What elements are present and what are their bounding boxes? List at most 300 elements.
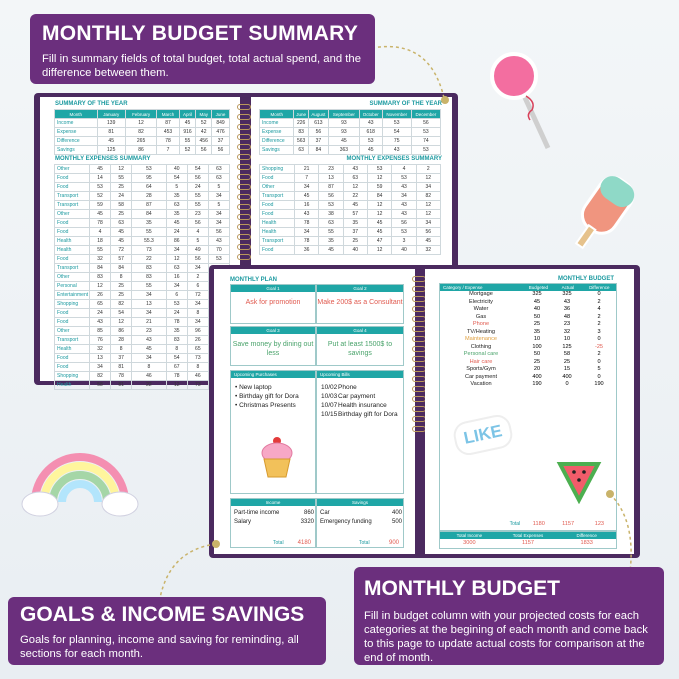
left-expenses-cell: 8 [132,363,167,372]
budget-row [440,321,616,329]
left-expenses-cell: 34 [187,264,208,273]
left-expenses-row-label: Other [55,273,90,282]
right-expenses-row [260,165,441,174]
budget-footer-header-cell: Total Expenses [512,533,544,538]
savings-total: 900 [388,540,399,546]
right-expenses-table [259,164,441,255]
left-summary-cell: 37 [212,137,230,146]
left-expenses-cell: 53 [132,165,167,174]
right-expenses-row-label: Health [260,219,295,228]
right-summary-cell: 53 [359,137,382,146]
left-expenses-row [55,309,230,318]
budget-difference: 5 [597,366,601,372]
left-expenses-row [55,336,230,345]
right-expenses-cell: 37 [343,228,367,237]
left-expenses-row [55,237,230,246]
left-expenses-cell: 59 [90,201,111,210]
savings-item [320,509,402,518]
spiral-ring [237,154,251,160]
left-expenses-cell: 23 [132,327,167,336]
arrow-goals [150,540,220,600]
budget-footer-header-cell: Total Income [456,533,483,538]
left-summary-cell: 86 [125,146,157,155]
left-summary-row [55,128,230,137]
budget-actual: 43 [563,298,571,305]
left-summary-cell: 849 [212,119,230,128]
budget-category: Sports/Gym [466,366,496,372]
left-expenses-cell: 22 [132,381,167,390]
left-expenses-cell: 6 [166,291,187,300]
right-expenses-cell: 40 [343,246,367,255]
left-expenses-cell: 4 [187,228,208,237]
left-summary-row-label: Income [55,119,98,128]
right-expenses-title: MONTHLY EXPENSES SUMMARY [346,156,442,162]
right-summary-cell: 74 [411,137,440,146]
left-expenses-cell: 45 [166,219,187,228]
right-expenses-cell: 3 [392,237,416,246]
savings-value: 400 [391,510,402,516]
left-expenses-cell: 25 [111,210,132,219]
left-expenses-cell: 25 [111,291,132,300]
left-expenses-row-label: Transport [55,201,90,210]
left-expenses-cell: 34 [187,300,208,309]
budget-difference: 4 [597,306,601,312]
left-expenses-row [55,282,230,291]
left-expenses-row-label: Food [55,219,90,228]
budget-category: Phone [472,321,490,327]
goal-1-box [230,284,316,324]
left-expenses-cell: 13 [90,354,111,363]
left-expenses-row [55,264,230,273]
left-expenses-row-label: Food [55,309,90,318]
budget-difference: 2 [597,321,601,327]
left-summary-cell: 87 [157,119,179,128]
right-expenses-cell: 34 [416,183,440,192]
left-expenses-cell: 73 [132,246,167,255]
goal-1-text: Ask for promotion [245,299,301,306]
right-expenses-cell: 57 [343,210,367,219]
right-expenses-cell: 56 [319,192,343,201]
right-expenses-row-label: Transport [260,237,295,246]
left-expenses-cell: 21 [132,318,167,327]
right-expenses-row-label: Food [260,201,295,210]
budget-category: Personal care [463,351,499,357]
income-item [234,518,314,527]
right-summary-cell: 53 [411,128,440,137]
budget-budgeted: 10 [533,336,541,342]
income-item [234,509,314,518]
spiral-ring [412,286,426,292]
right-expenses-cell: 34 [295,183,319,192]
right-summary-cell: 45 [328,137,359,146]
right-expenses-cell: 53 [367,165,391,174]
right-expenses-cell: 13 [319,174,343,183]
budget-actual: 36 [563,306,571,312]
left-summary-cell: 56 [212,146,230,155]
left-expenses-cell: 53 [166,300,187,309]
right-expenses-cell: 12 [343,183,367,192]
spiral-ring [412,416,426,422]
left-summary-cell: 81 [97,128,125,137]
budget-actual: 58 [563,351,571,357]
left-summary-cell: 82 [125,128,157,137]
left-expenses-row-label: Shopping [55,300,90,309]
left-expenses-cell: 35 [166,210,187,219]
goal-1-header: Goal 1 [231,285,315,292]
left-summary-cell: 45 [179,119,196,128]
savings-box [316,498,404,548]
left-expenses-cell: 78 [111,372,132,381]
spiral-ring [412,386,426,392]
right-expenses-cell: 34 [295,228,319,237]
left-expenses-cell: 8 [187,309,208,318]
right-expenses-cell: 23 [319,165,343,174]
income-name: Salary [234,519,252,525]
left-expenses-cell: 37 [111,354,132,363]
budget-category: Maintenance [464,336,498,342]
right-summary-header-cell: December [411,110,440,119]
left-expenses-row-label: Transport [55,264,90,273]
left-expenses-table [54,164,230,390]
left-summary-cell: 52 [196,119,212,128]
rainbow-sticker [20,440,140,520]
right-expenses-cell: 12 [367,246,391,255]
left-expenses-cell: 18 [90,237,111,246]
left-expenses-cell: 24 [166,309,187,318]
spiral-ring [412,366,426,372]
left-expenses-cell: 40 [166,165,187,174]
summary-spiral-binding [237,104,251,264]
watermelon-sticker [556,458,602,504]
right-expenses-row [260,210,441,219]
left-expenses-cell: 81 [111,381,132,390]
budget-actual: 23 [563,321,571,327]
arrow-budget [600,490,650,575]
bill-item [321,383,403,392]
budget-budgeted: 400 [532,373,542,380]
right-summary-row-label: Difference [260,137,294,146]
budget-difference: 0 [597,373,601,380]
budget-row [440,291,616,299]
right-expenses-row-label: Food [260,174,295,183]
budget-budgeted: 50 [533,351,541,357]
left-expenses-cell: 49 [187,246,208,255]
right-summary-cell: 45 [359,146,382,155]
budget-category: TV/Heating [467,328,495,335]
left-summary-cell: 56 [196,146,212,155]
spiral-ring [237,184,251,190]
budget-difference: -25 [594,343,604,350]
left-expenses-row [55,372,230,381]
right-summary-cell: 83 [294,128,308,137]
left-expenses-cell: 46 [132,372,167,381]
right-expenses-cell: 12 [416,174,440,183]
left-expenses-row [55,246,230,255]
left-expenses-cell: 81 [111,363,132,372]
right-expenses-row-label: Food [260,246,295,255]
left-expenses-cell: 35 [166,327,187,336]
left-expenses-row-label: Shopping [55,372,90,381]
spiral-ring [237,164,251,170]
right-summary-cell: 84 [308,146,328,155]
right-expenses-row [260,219,441,228]
right-summary-cell: 226 [294,119,308,128]
spiral-ring [237,214,251,220]
upcoming-bills-header: Upcoming Bills [317,371,403,378]
left-expenses-cell: 84 [90,264,111,273]
budget-row [440,336,616,344]
right-expenses-cell: 45 [416,237,440,246]
right-summary-cell: 75 [382,137,411,146]
budget-difference: 0 [597,291,601,297]
left-expenses-cell: 84 [132,210,167,219]
left-expenses-row-label: Food [55,363,90,372]
spiral-ring [237,244,251,250]
left-expenses-cell: 55 [132,228,167,237]
right-expenses-cell: 45 [319,246,343,255]
left-expenses-row [55,174,230,183]
budget-category: Hair care [469,358,493,365]
left-expenses-cell: 73 [187,354,208,363]
right-expenses-cell: 12 [416,201,440,210]
savings-total-label: Total [359,540,370,546]
left-expenses-cell: 63 [208,165,229,174]
budget-budgeted: 25 [533,358,541,365]
budget-row [440,381,616,389]
left-expenses-row-label: Other [55,327,90,336]
purchase-item: • Christmas Presents [235,402,296,409]
left-expenses-cell: 70 [208,246,229,255]
left-expenses-cell: 34 [90,363,111,372]
goals-callout [8,597,326,665]
left-expenses-cell: 35 [132,219,167,228]
left-summary-header-cell: May [196,110,212,119]
goal-3-header: Goal 3 [231,327,315,334]
right-expenses-cell: 45 [343,201,367,210]
left-expenses-cell: 82 [90,372,111,381]
budget-footer-value: 3000 [463,540,476,546]
right-summary-cell: 613 [308,119,328,128]
budget-actual: 125 [562,343,572,350]
spiral-ring [412,306,426,312]
left-expenses-cell: 57 [111,255,132,264]
left-expenses-cell: 23 [187,210,208,219]
budget-budgeted: 40 [533,306,541,312]
right-expenses-cell: 12 [367,210,391,219]
goal-3-box [230,326,316,366]
left-expenses-cell: 78 [166,318,187,327]
left-expenses-cell: 2 [187,273,208,282]
right-expenses-cell: 7 [295,174,319,183]
budget-row [440,314,616,322]
left-expenses-cell: 5 [166,183,187,192]
budget-difference: 2 [597,298,601,305]
right-expenses-cell: 12 [367,174,391,183]
right-expenses-row [260,228,441,237]
left-expenses-cell: 56 [187,255,208,264]
left-expenses-cell: 83 [132,273,167,282]
goals-callout-title: GOALS & INCOME SAVINGS [20,603,305,626]
upcoming-purchases-box [230,370,316,494]
left-expenses-cell: 35 [166,192,187,201]
summary-callout-title: MONTHLY BUDGET SUMMARY [42,22,359,45]
left-expenses-cell: 63 [111,219,132,228]
right-expenses-row [260,237,441,246]
right-expenses-cell: 84 [367,192,391,201]
right-summary-header-cell: September [328,110,359,119]
right-summary-cell: 363 [328,146,359,155]
left-expenses-cell: 8 [111,273,132,282]
spiral-ring [237,134,251,140]
left-expenses-cell: 54 [166,354,187,363]
spiral-ring [412,326,426,332]
right-summary-header-cell: August [308,110,328,119]
left-summary-cell: 916 [179,128,196,137]
right-summary-cell: 63 [294,146,308,155]
right-summary-row-label: Savings [260,146,294,155]
budget-footer-value: 1833 [580,540,593,546]
right-expenses-cell: 4 [392,165,416,174]
monthly-plan-title: MONTHLY PLAN [230,277,278,283]
right-summary-row [260,137,441,146]
budget-total-actual: 1157 [562,520,575,527]
right-summary-cell: 618 [359,128,382,137]
left-expenses-cell: 56 [187,174,208,183]
left-expenses-row [55,318,230,327]
left-expenses-cell: 24 [166,228,187,237]
left-summary-cell: 139 [97,119,125,128]
left-summary-cell: 78 [157,137,179,146]
spiral-ring [237,174,251,180]
left-expenses-cell: 14 [90,174,111,183]
budget-header-cell: Category / Expense [443,285,483,290]
right-expenses-cell: 40 [392,246,416,255]
left-expenses-cell: 85 [90,327,111,336]
left-expenses-cell: 63 [166,264,187,273]
left-summary-header-row [55,110,230,119]
purchase-item: • New laptop [235,384,272,391]
right-summary-cell: 37 [308,137,328,146]
budget-table-header [440,284,616,291]
left-expenses-cell: 34 [208,210,229,219]
right-expenses-cell: 12 [367,201,391,210]
budget-category: Car payment [464,373,498,380]
left-expenses-row [55,300,230,309]
budget-row [440,366,616,374]
left-expenses-row-label: Entertainment [55,291,90,300]
left-expenses-cell: 8 [111,345,132,354]
savings-name: Emergency funding [320,519,372,525]
left-expenses-row [55,192,230,201]
left-expenses-row-label: Health [55,381,90,390]
left-summary-cell: 45 [97,137,125,146]
left-expenses-cell: 25 [111,282,132,291]
spiral-ring [412,376,426,382]
right-expenses-cell: 78 [295,237,319,246]
left-summary-cell: 453 [157,128,179,137]
income-list [234,509,314,527]
goal-2-header: Goal 2 [317,285,403,292]
budget-header-cell: Actual [561,285,575,290]
budget-category: Electricity [469,298,493,305]
bill-item [321,410,403,419]
left-expenses-title: MONTHLY EXPENSES SUMMARY [55,156,151,162]
left-expenses-row [55,291,230,300]
right-expenses-cell: 63 [343,174,367,183]
budget-total-difference: 123 [594,520,605,527]
left-expenses-cell: 28 [132,192,167,201]
left-expenses-cell: 45 [90,165,111,174]
left-expenses-row [55,273,230,282]
left-expenses-cell: 73 [187,381,208,390]
left-summary-cell: 12 [125,119,157,128]
left-expenses-cell: 67 [166,363,187,372]
budget-budgeted: 35 [533,328,541,335]
right-expenses-cell: 43 [392,210,416,219]
left-summary-header-cell: January [97,110,125,119]
right-expenses-cell: 63 [319,219,343,228]
right-expenses-row [260,201,441,210]
lollipop-sticker [486,48,566,158]
left-expenses-row [55,255,230,264]
left-summary-row [55,119,230,128]
summary-callout [30,14,375,84]
right-summary-cell: 93 [328,119,359,128]
spiral-ring [237,104,251,110]
left-expenses-row-label: Food [55,228,90,237]
left-expenses-cell: 34 [166,246,187,255]
left-expenses-cell: 87 [132,201,167,210]
right-expenses-cell: 35 [343,219,367,228]
right-expenses-cell: 35 [319,237,343,246]
left-expenses-cell: 55 [132,282,167,291]
budget-total-label: Total [509,520,521,527]
spiral-ring [412,316,426,322]
right-expenses-cell: 36 [295,246,319,255]
budget-difference: 2 [597,313,601,320]
left-expenses-cell: 65 [90,300,111,309]
right-expenses-cell: 87 [319,183,343,192]
left-expenses-cell: 86 [111,327,132,336]
bill-item [321,401,403,410]
left-expenses-row-label: Other [55,165,90,174]
arrow-summary [370,38,460,108]
left-summary-cell: 42 [196,128,212,137]
right-expenses-cell: 53 [392,228,416,237]
left-summary-table [54,109,230,155]
bill-date: 10/15 [321,411,338,418]
right-summary-header-cell: Month [260,110,294,119]
budget-actual: 325 [562,291,572,297]
right-summary-cell: 56 [308,128,328,137]
bill-text: Birthday gift for Dora [338,411,398,418]
left-expenses-cell: 53 [208,255,229,264]
left-expenses-cell: 54 [166,174,187,183]
left-expenses-cell: 5 [208,183,229,192]
goal-3-text: Save money by dining out less [232,341,314,357]
monthly-spiral-binding [412,276,426,436]
right-expenses-cell: 78 [295,219,319,228]
left-expenses-cell: 32 [90,345,111,354]
left-summary-cell: 456 [196,137,212,146]
left-expenses-cell: 34 [166,282,187,291]
left-summary-header-cell: March [157,110,179,119]
right-expenses-row-label: Other [260,183,295,192]
right-summary-cell: 53 [382,119,411,128]
left-expenses-cell: 56 [208,228,229,237]
left-expenses-cell: 84 [111,264,132,273]
left-expenses-cell: 45 [90,210,111,219]
